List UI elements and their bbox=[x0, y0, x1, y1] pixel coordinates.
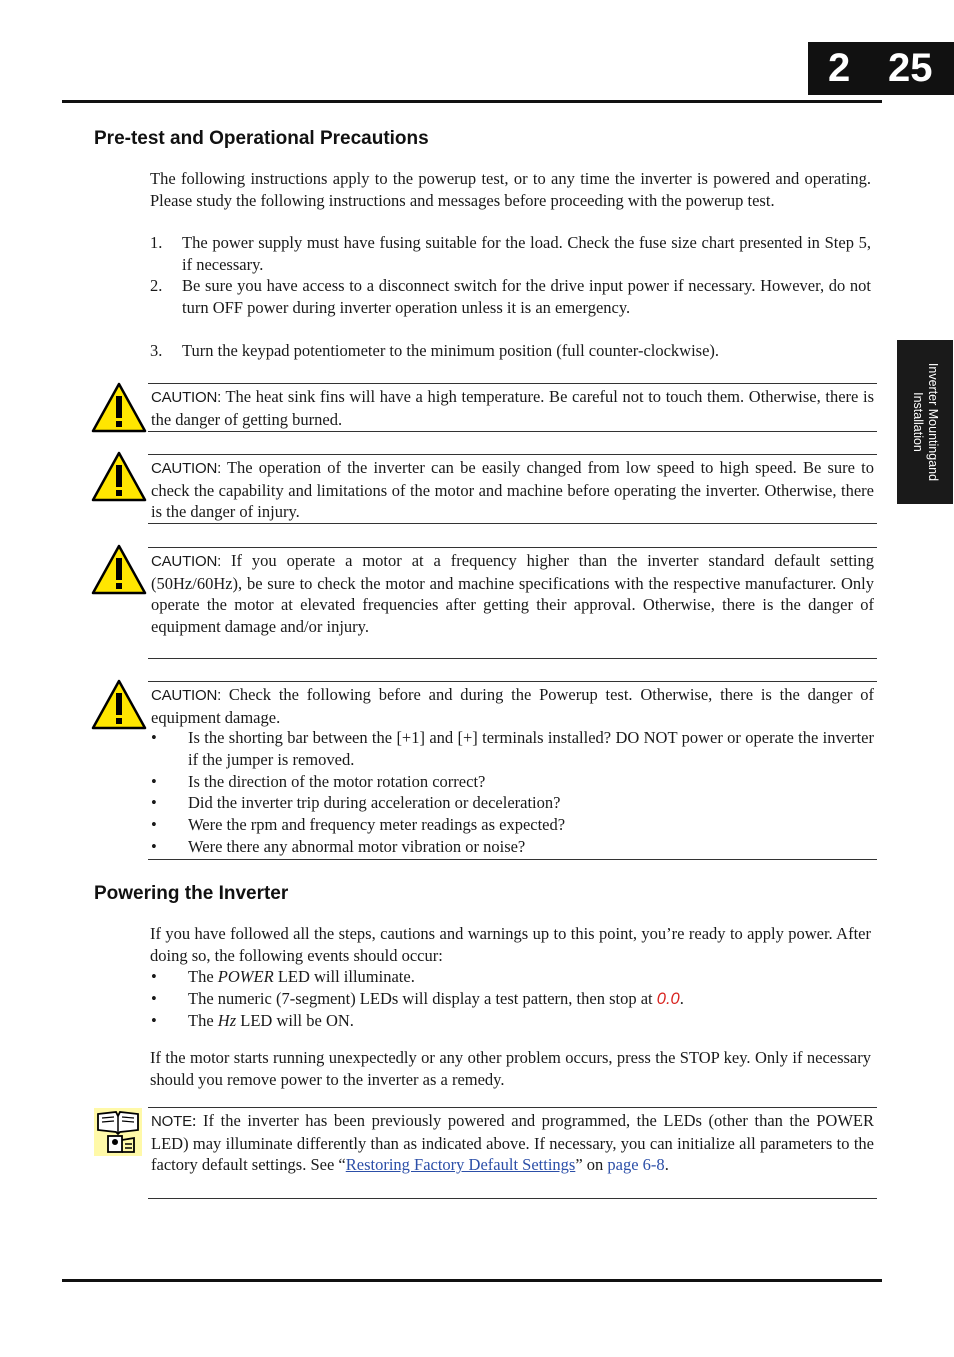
note-label: NOTE bbox=[151, 1113, 192, 1130]
caution-body: The heat sink fins will have a high temperature. Be careful not to touch them. Otherwise, there is the danger of getting burned. bbox=[151, 387, 874, 429]
warning-icon bbox=[91, 450, 147, 502]
check-item: Were the rpm and frequency meter readings as expected? bbox=[188, 815, 566, 834]
caution-text bbox=[151, 386, 874, 430]
caution-body: If you operate a motor at a frequency higher than the inverter standard default setting (50Hz/60Hz), be sure to check the motor and machine specifications with the respective manufacturer. Only operate the motor at elevated frequencies after getting their approval. Otherwise, there is the danger of equipment damage and/or injury. bbox=[151, 551, 874, 636]
section-title-powering: Powering the Inverter bbox=[94, 883, 289, 904]
caution-label: CAUTION: bbox=[151, 460, 222, 477]
hz-led-term: Hz bbox=[217, 1011, 237, 1030]
page-number: 25 bbox=[888, 46, 933, 90]
caution-label: CAUTION: bbox=[151, 553, 222, 570]
restoring-defaults-link[interactable]: Restoring Factory Default Settings bbox=[345, 1155, 576, 1175]
note-text: NOTE: If the inverter has been previously powered and programmed, the LEDs (other than the POWER LED) may illuminate differently than as indicated above. If necessary, you can initialize all parameters to the factory default settings. See “Restoring Factory Default Settings” on page 6-8. bbox=[151, 1111, 874, 1175]
bullet: • bbox=[151, 989, 157, 1008]
bullet: • bbox=[151, 1011, 157, 1030]
step-text: Turn the keypad potentiometer to the minimum position (full counter-clockwise). bbox=[182, 341, 720, 360]
caution-text bbox=[151, 457, 874, 523]
check-item: Were there any abnormal motor vibration or noise? bbox=[188, 837, 526, 856]
section-title-pretest: Pre-test and Operational Precautions bbox=[94, 128, 429, 149]
event-item: The POWER LED will illuminate. bbox=[188, 967, 415, 986]
powering-intro: If you have followed all the steps, cautions and warnings up to this point, you’re ready to apply power. After doing so, the following events should occur: bbox=[150, 924, 871, 965]
warning-icon bbox=[91, 678, 147, 730]
footer-rule bbox=[62, 1279, 882, 1282]
bullet: • bbox=[151, 837, 157, 856]
chapter-number: 2 bbox=[828, 46, 851, 90]
caution-text bbox=[151, 684, 874, 728]
bullet: • bbox=[151, 728, 157, 747]
warning-icon bbox=[91, 543, 147, 595]
caution-body: Check the following before and during the Powerup test. Otherwise, there is the danger of equipment damage. bbox=[151, 685, 874, 727]
caution-text bbox=[151, 550, 874, 637]
display-value: 0.0 bbox=[656, 990, 680, 1008]
caution-body: The operation of the inverter can be easily changed from low speed to high speed. Be sure to check the capability and limitations of the motor and machine before operating the inverter. Otherwise, there is the danger of injury. bbox=[151, 458, 874, 522]
step-number: 3. bbox=[150, 341, 163, 360]
step-number: 2. bbox=[150, 276, 163, 295]
pretest-intro: The following instructions apply to the powerup test, or to any time the inverter is powered and operating. Please study the following instructions and messages before proceeding with the powerup test. bbox=[150, 169, 871, 210]
caution-label: CAUTION: bbox=[151, 687, 222, 704]
power-led-term: POWER bbox=[217, 967, 274, 986]
chapter-side-tab[interactable] bbox=[897, 340, 953, 504]
event-item: The numeric (7-segment) LEDs will display a test pattern, then stop at 0.0. bbox=[188, 989, 684, 1008]
warning-icon bbox=[91, 381, 147, 433]
step-number: 1. bbox=[150, 233, 163, 252]
page-badge bbox=[808, 42, 954, 95]
caution-label: CAUTION: bbox=[151, 389, 222, 406]
header-rule bbox=[62, 100, 882, 103]
side-tab-label: Inverter Mountingand Installation bbox=[911, 362, 940, 482]
note-book-icon bbox=[94, 1108, 142, 1156]
step-text: The power supply must have fusing suitable for the load. Check the fuse size chart presented in Step 5, if necessary. bbox=[182, 233, 871, 274]
bullet: • bbox=[151, 815, 157, 834]
bullet: • bbox=[151, 793, 157, 812]
check-item: Is the shorting bar between the [+1] and [+] terminals installed? DO NOT power or operate the inverter if the jumper is removed. bbox=[188, 728, 874, 769]
page-ref-link[interactable]: page 6-8 bbox=[607, 1155, 665, 1175]
bullet: • bbox=[151, 967, 157, 986]
event-item: The Hz LED will be ON. bbox=[188, 1011, 354, 1030]
check-item: Is the direction of the motor rotation correct? bbox=[188, 772, 486, 791]
bullet: • bbox=[151, 772, 157, 791]
check-item: Did the inverter trip during acceleration or deceleration? bbox=[188, 793, 561, 812]
powering-para2: If the motor starts running unexpectedly or any other problem occurs, press the STOP key. Only if necessary should you remove power to the inverter as a remedy. bbox=[150, 1048, 871, 1089]
step-text: Be sure you have access to a disconnect switch for the drive input power if necessary. However, do not turn OFF power during inverter operation unless it is an emergency. bbox=[182, 276, 871, 317]
